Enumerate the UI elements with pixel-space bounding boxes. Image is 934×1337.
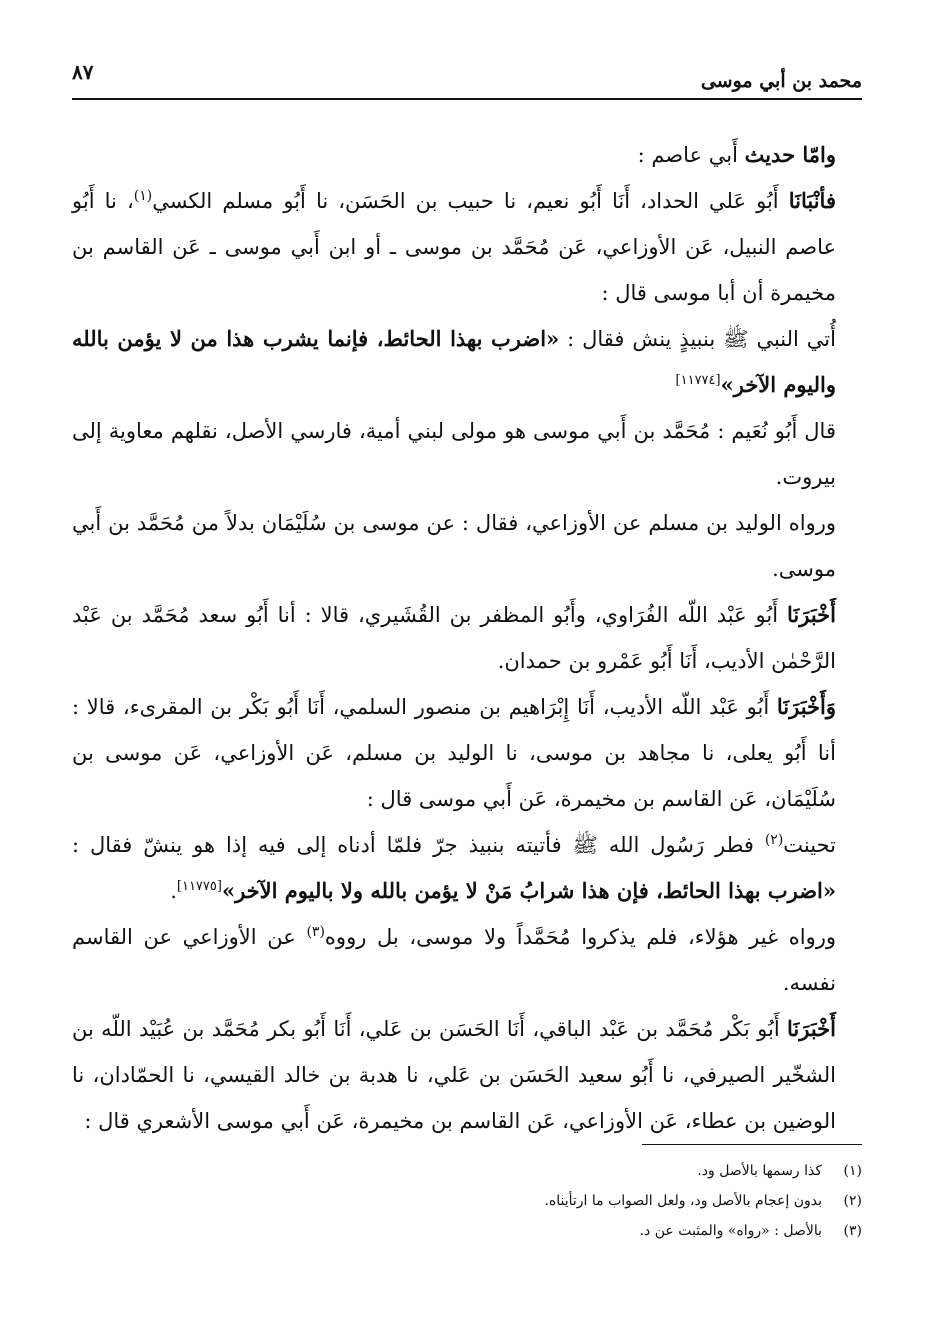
paragraph-text: أَبُو بَكْر مُحَمَّد بن عَبْد الباقي، أَنَا الحَسَن بن عَلي، أَنَا أَبُو بكر مُحَمَّد بن عُبَيْد اللّه بن الشخّير الصيرفي، نا أَبُو سعيد الحَسَن بن عَلي، نا هدبة بن خالد القيسي، نا الحمّادان، نا الوضين بن عطاء، عَن الأوزاعي، عَن القاسم بن مخيمرة، عَن أَبي موسى الأشعري قال :: [72, 1017, 836, 1133]
paragraph-6: [72, 592, 862, 684]
footnote-separator: [642, 1144, 862, 1145]
hadith-number: [١١٧٧٤]: [675, 373, 721, 388]
footnote-number: (٢): [843, 1193, 862, 1209]
paragraph-end: .: [170, 879, 177, 903]
paragraph-text: أَبُو عَبْد اللّه الأديب، أَنَا إِبْرَاهيم بن منصور السلمي، أَنَا أَبُو بَكْر بن المقرىء، قالا : أنا أَبُو يعلى، نا مجاهد بن موسى، نا الوليد بن مسلم، عَن الأوزاعي، عَن موسى بن سُلَيْمَان، عَن القاسم بن مخيمرة، عَن أَبي موسى قال :: [72, 695, 836, 811]
footnote-item: [72, 1186, 862, 1216]
paragraph-7: [72, 684, 862, 822]
paragraph-4: [72, 408, 862, 500]
hadith-text: «اضرب بهذا الحائط، فإنما يشرب هذا من لا يؤمن بالله واليوم الآخر»: [72, 326, 836, 397]
section-heading: وامّا حديث: [744, 142, 836, 167]
paragraph-9: [72, 914, 862, 1006]
isnad-keyword: أَخْبَرَنَا: [787, 602, 836, 627]
paragraph-3: [72, 316, 862, 408]
hadith-number: [١١٧٧٥]: [176, 879, 222, 894]
paragraph-text: عن الأوزاعي عن القاسم نفسه.: [72, 925, 836, 995]
paragraph-text: قال أَبُو نُعَيم : مُحَمَّد بن أَبي موسى هو مولى لبني أمية، فارسي الأصل، نقلهم معاوية إلى بيروت.: [72, 419, 836, 489]
paragraph-text: ورواه الوليد بن مسلم عن الأوزاعي، فقال : عن موسى بن سُلَيْمَان بدلاً من مُحَمَّد بن أَبي موسى.: [72, 511, 836, 581]
footnote-text: كذا رسمها بالأصل ود.: [697, 1163, 822, 1179]
footnote-item: [72, 1216, 862, 1246]
paragraph-text: ، نا أَبُو عاصم النبيل، عَن الأوزاعي، عَن مُحَمَّد بن موسى ـ أو ابن أَبي موسى ـ عَن القاسم بن مخيمرة أن أبا موسى قال :: [72, 189, 836, 305]
footnote-number: (١): [843, 1163, 862, 1179]
paragraph-text: أُتي النبي ﷺ بنبيذٍ ينش فقال :: [559, 327, 836, 351]
page-header: [72, 58, 862, 100]
footnote-number: (٣): [843, 1223, 862, 1239]
paragraph-10: [72, 1006, 862, 1144]
paragraph-1: [72, 132, 862, 178]
paragraph-2: [72, 178, 862, 316]
footnotes: [72, 1156, 862, 1246]
paragraph-5: [72, 500, 862, 592]
footnote-text: بالأصل : «رواه» والمثبت عن د.: [639, 1223, 822, 1239]
hadith-text: «اضرب بهذا الحائط، فإن هذا شرابُ مَنْ لا يؤمن بالله ولا باليوم الآخر»: [221, 878, 836, 903]
isnad-keyword: فأنْبَانَا: [788, 188, 836, 213]
isnad-keyword: أَخْبَرَنَا: [787, 1016, 836, 1041]
footnote-marker: (١): [133, 188, 153, 204]
footnote-item: [72, 1156, 862, 1186]
footnote-marker: (٢): [764, 832, 784, 848]
paragraph-8: [72, 822, 862, 914]
isnad-keyword: وَأَخْبَرَنَا: [776, 694, 836, 719]
footnote-text: بدون إعجام بالأصل ود، ولعل الصواب ما ارتأيناه.: [544, 1193, 822, 1209]
page-number: ٨٧: [72, 60, 94, 84]
paragraph-text: أَبُو عَبْد اللّه الفُرَاوي، وأَبُو المظفر بن القُشَيري، قالا : أنا أَبُو سعد مُحَمَّد بن عَبْد الرَّحْمٰن الأديب، أَنَا أَبُو عَمْرو بن حمدان.: [72, 603, 836, 673]
main-text: [72, 132, 862, 1144]
paragraph-text: فطر رَسُول الله ﷺ فأتيته بنبيذ جرّ فلمّا أدناه إلى فيه إذا هو ينشّ فقال :: [72, 833, 765, 857]
footnote-marker: (٣): [306, 924, 325, 940]
paragraph-text: أَبُو عَلي الحداد، أَنَا أَبُو نعيم، نا حبيب بن الحَسَن، نا أَبُو مسلم الكسي: [152, 189, 789, 213]
paragraph-text: أَبي عاصم :: [637, 143, 745, 167]
running-title: محمد بن أبي موسى: [700, 70, 862, 92]
paragraph-text: تحينت: [783, 833, 836, 857]
paragraph-text: ورواه غير هؤلاء، فلم يذكروا مُحَمَّداً ولا موسى، بل رووه: [324, 925, 836, 949]
